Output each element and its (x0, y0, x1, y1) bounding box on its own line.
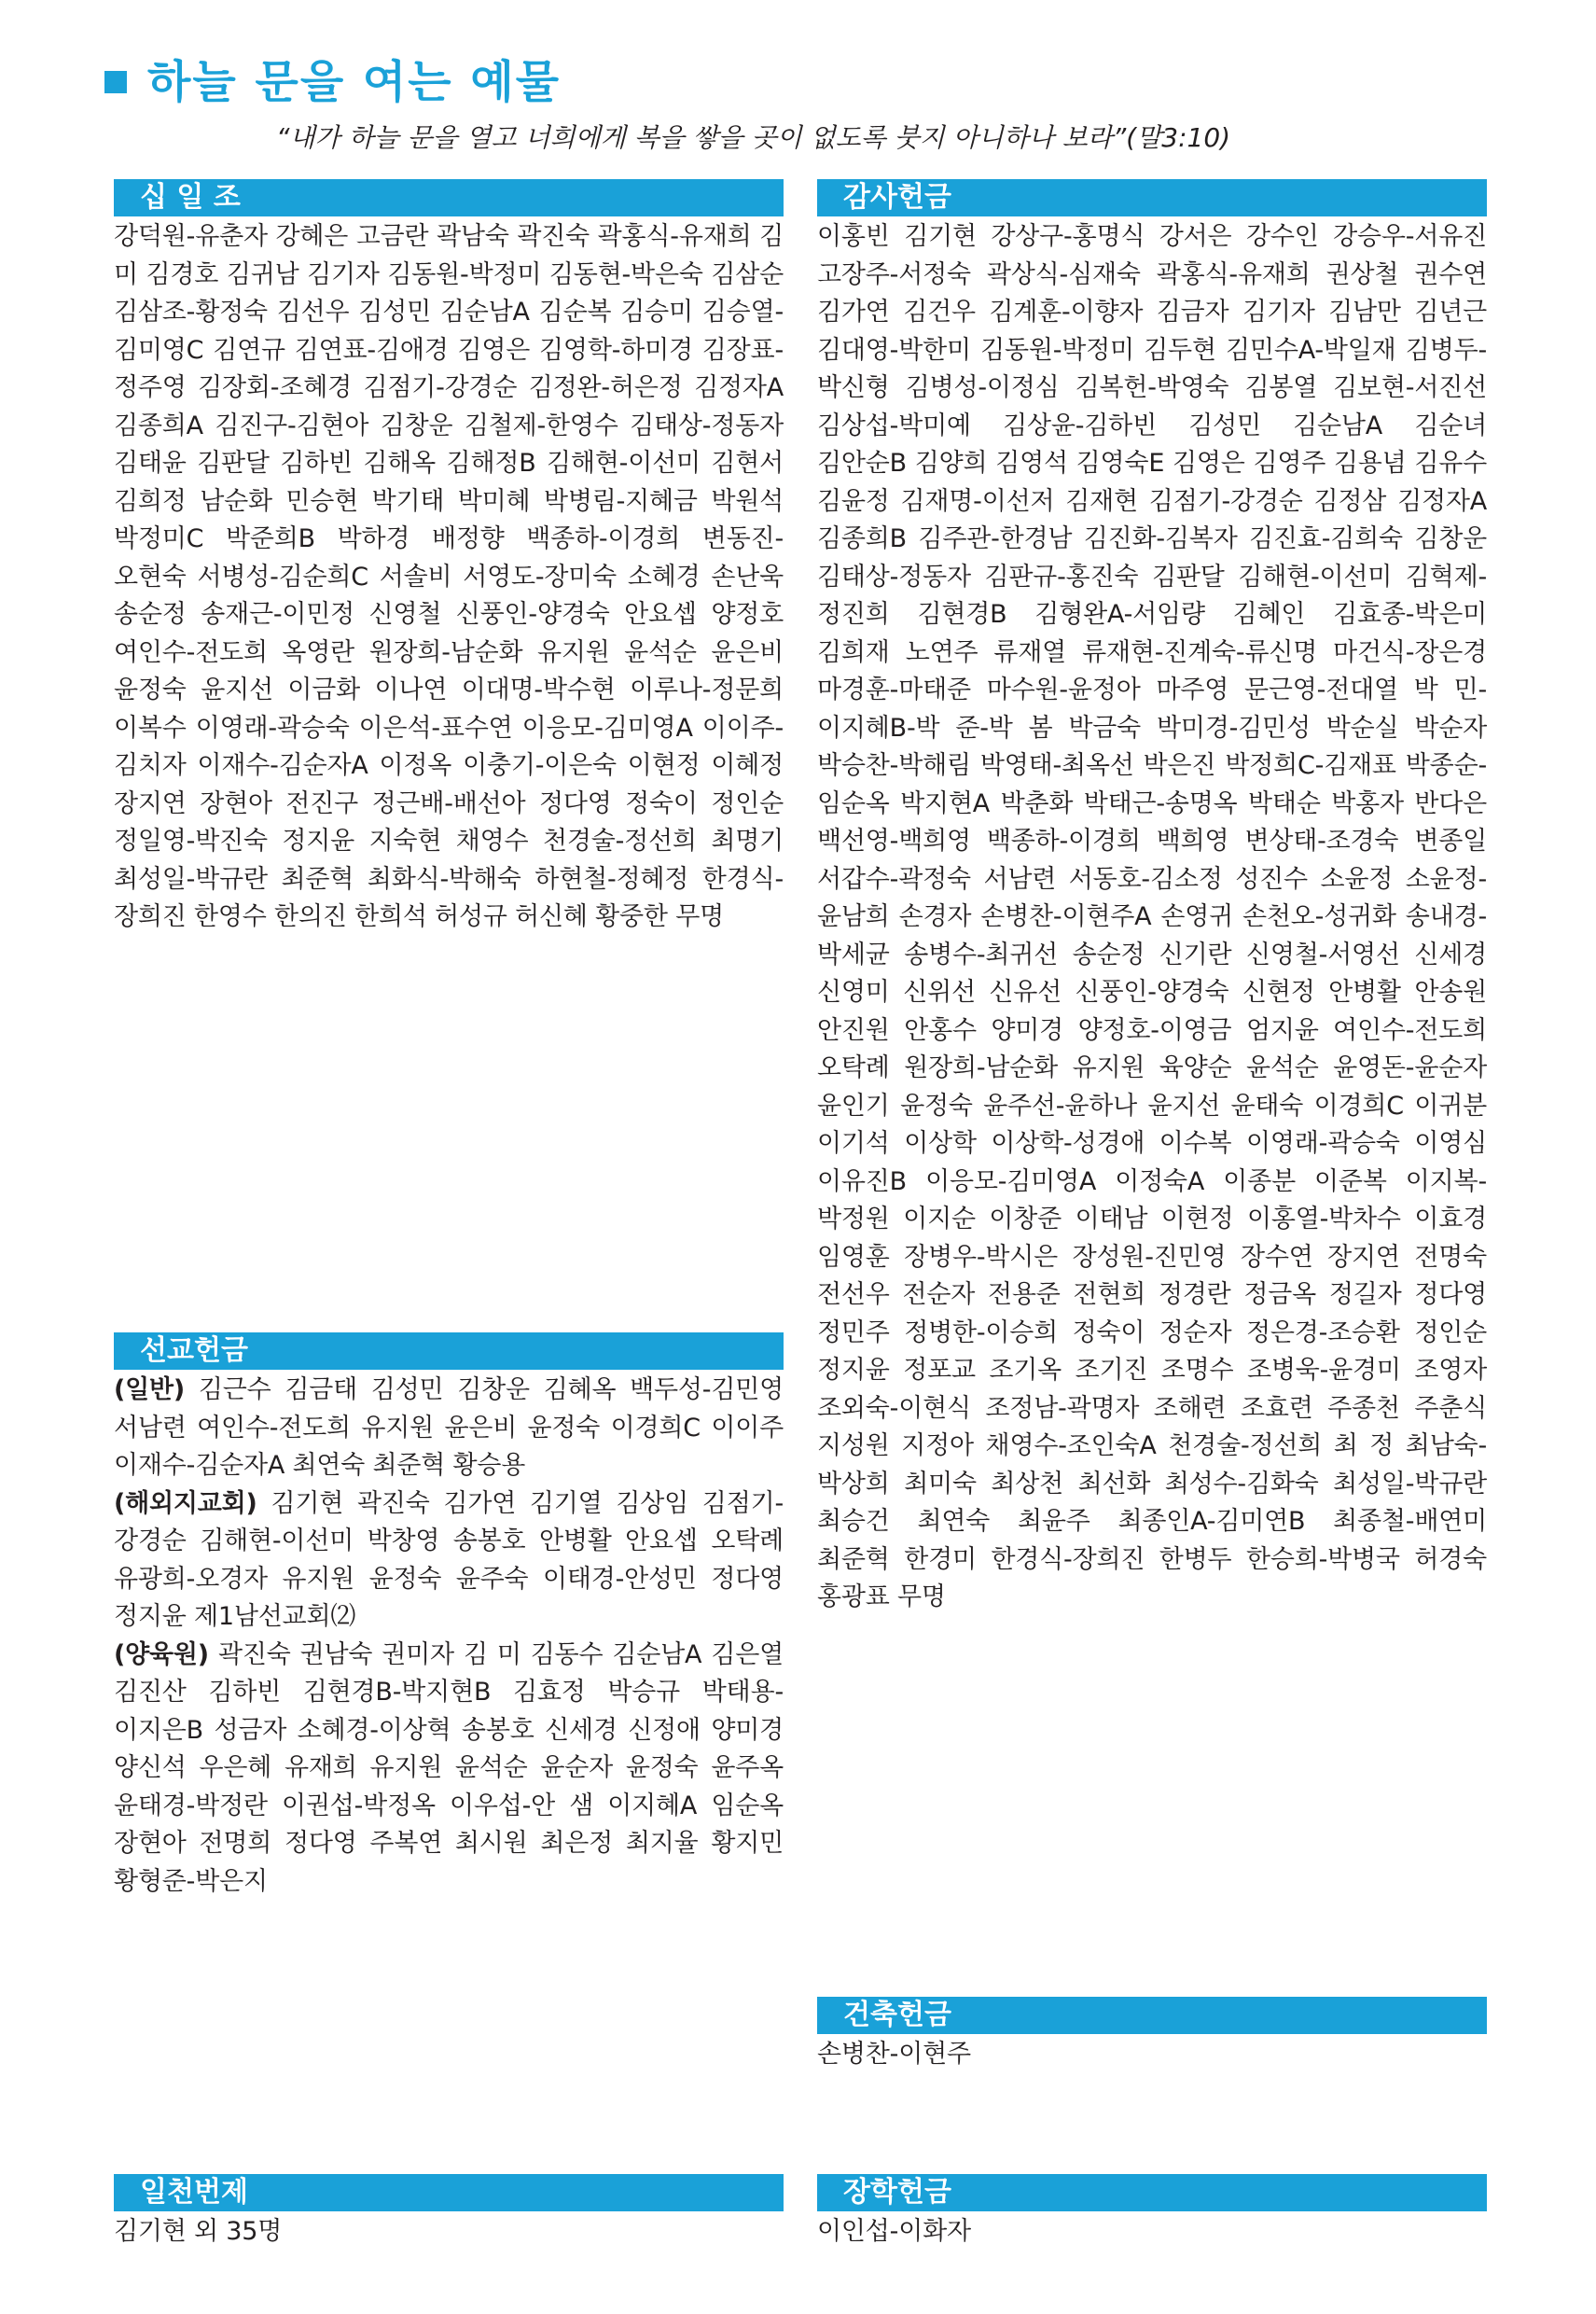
mission-nurture-label: (양육원) (114, 1639, 209, 1669)
mission-general (114, 1372, 784, 1485)
bullet-square-icon (104, 71, 127, 93)
section-title-thanks: 감사헌금 (817, 179, 1487, 216)
mission-general-names: 김근수 김금태 김성민 김창운 김혜옥 백두성-김민영 서남련 여인수-전도희 유지원 윤은비 윤정숙 이경희C 이이주 이재수-김순자A 최연숙 최준혁 황승용 (114, 1375, 784, 1480)
tithe-names: 강덕원-유춘자 강혜은 고금란 곽남숙 곽진숙 곽홍식-유재희 김 미 김경호 김귀남 김기자 김동원-박정미 김동현-박은숙 김삼순 김삼조-황정숙 김선우 김성민 김순남A 김순복 김승미 김승열-김미영C 김연규 김연표-김애경 김영은 김영학-하미경 김장표-정주영 김장회-조혜경 김점기-강경순 김정완-허은정 김정자A 김종희A 김진구-김현아 김창운 김철제-한영수 김태상-정동자 김태윤 김판달 김하빈 김해옥 김해정B 김해현-이선미 김현서 김희정 남순화 민승현 박기태 박미혜 박병림-지혜금 박원석 박정미C 박준희B 박하경 배정향 백종하-이경희 변동진-오현숙 서병성-김순희C 서솔비 서영도-장미숙 소혜경 손난욱 송순정 송재근-이민정 신영철 신풍인-양경숙 안요셉 양정호 여인수-전도희 옥영란 원장희-남순화 유지원 윤석순 윤은비 윤정숙 윤지선 이금화 이나연 이대명-박수현 이루나-정문희 이복수 이영래-곽승숙 이은석-표수연 이응모-김미영A 이이주-김치자 이재수-김순자A 이정옥 이충기-이은숙 이현정 이혜정 장지연 장현아 전진구 정근배-배선아 정다영 정숙이 정인순 정일영-박진숙 정지윤 지숙현 채영수 천경술-정선희 최명기 최성일-박규란 최준혁 최화식-박해숙 하현철-정혜정 한경식-장희진 한영수 한의진 한희석 허성규 허신혜 황중한 무명 (114, 222, 784, 931)
page-title: 하늘 문을 여는 예물 (147, 56, 562, 108)
building-names: 손병찬-이현주 (817, 2040, 971, 2069)
first-fruit-names: 김기현 외 35명 (114, 2217, 283, 2246)
section-mission (114, 1332, 784, 1901)
mission-overseas-names: 김기현 곽진숙 김가연 김기열 김상임 김점기-강경순 김해현-이선미 박창영 송봉호 안병활 안요셉 오탁례 유광희-오경자 유지원 윤정숙 윤주숙 이태경-안성민 정다영 정지윤 제1남선교회⑵ (114, 1488, 784, 1631)
section-building (817, 1997, 1487, 2074)
mission-nurture (114, 1637, 784, 1902)
mission-body (114, 1370, 784, 1901)
thanks-names: 이홍빈 김기현 강상구-홍명식 강서은 강수인 강승우-서유진 고장주-서정숙 곽상식-심재숙 곽홍식-유재희 권상철 권수연 김가연 김건우 김계훈-이향자 김금자 김기자 김남만 김년근 김대영-박한미 김동원-박정미 김두현 김민수A-박일재 김병두-박신형 김병성-이정심 김복헌-박영숙 김봉열 김보현-서진선 김상섭-박미예 김상윤-김하빈 김성민 김순남A 김순녀 김안순B 김양희 김영석 김영숙E 김영은 김영주 김용념 김유수 김윤정 김재명-이선저 김재현 김점기-강경순 김정삼 김정자A 김종희B 김주관-한경남 김진화-김복자 김진효-김희숙 김창운 김태상-정동자 김판규-홍진숙 김판달 김해현-이선미 김혁제-정진희 김현경B 김형완A-서임량 김혜인 김효종-박은미 김희재 노연주 류재열 류재현-진계숙-류신명 마건식-장은경 마경훈-마태준 마수원-윤정아 마주영 문근영-전대열 박 민-이지혜B-박 준-박 봄 박금숙 박미경-김민성 박순실 박순자 박승찬-박해림 박영태-최옥선 박은진 박정희C-김재표 박종순-임순옥 박지현A 박춘화 박태근-송명옥 박태순 박홍자 반다은 백선영-백희영 백종하-이경희 백희영 변상태-조경숙 변종일 서갑수-곽정숙 서남련 서동호-김소정 성진수 소윤정 소윤정-윤남희 손경자 손병찬-이현주A 손영귀 손천오-성귀화 송내경-박세균 송병수-최귀선 송순정 신기란 신영철-서영선 신세경 신영미 신위선 신유선 신풍인-양경숙 신현정 안병활 안송원 안진원 안홍수 양미경 양정호-이영금 엄지윤 여인수-전도희 오탁례 원장희-남순화 유지원 육양순 윤석순 윤영돈-윤순자 윤인기 윤정숙 윤주선-윤하나 윤지선 윤태숙 이경희C 이귀분 이기석 이상학 이상학-성경애 이수복 이영래-곽승숙 이영심 이유진B 이응모-김미영A 이정숙A 이종분 이준복 이지복-박정원 이지순 이창준 이태남 이현정 이홍열-박차수 이효경 임영훈 장병우-박시은 장성원-진민영 장수연 장지연 전명숙 전선우 전순자 전용준 전현희 정경란 정금옥 정길자 정다영 정민주 정병한-이승희 정숙이 정순자 정은경-조승환 정인순 정지윤 정포교 조기옥 조기진 조명수 조병욱-윤경미 조영자 조외숙-이현식 조정남-곽명자 조해련 조효련 주종천 주춘식 지성원 지정아 채영수-조인숙A 천경술-정선희 최 정 최남숙-박상희 최미숙 최상천 최선화 최성수-김화숙 최성일-박규란 최승건 최연숙 최윤주 최종인A-김미연B 최종철-배연미 최준혁 한경미 한경식-장희진 한병두 한승희-박병국 허경숙 홍광표 무명 (817, 222, 1487, 1611)
mission-nurture-names: 곽진숙 권남숙 권미자 김 미 김동수 김순남A 김은열 김진산 김하빈 김현경B-박지현B 김효정 박승규 박태용-이지은B 성금자 소혜경-이상혁 송봉호 신세경 신정애 양미경 양신석 우은혜 유재희 유지원 윤석순 윤순자 윤정숙 윤주옥 윤태경-박정란 이권섭-박정옥 이우섭-안 샘 이지혜A 임순옥 장현아 전명희 정다영 주복연 최시원 최은정 최지율 황지민 황형준-박은지 (114, 1639, 784, 1896)
title-row (104, 52, 1522, 112)
mission-overseas (114, 1485, 784, 1637)
section-title-mission: 선교헌금 (114, 1332, 784, 1370)
section-first-fruit (114, 2174, 784, 2251)
section-title-scholarship: 장학헌금 (817, 2174, 1487, 2211)
bible-verse: “내가 하늘 문을 열고 너희에게 복을 쌓을 곳이 없도록 붓지 아니하나 보라”(말3:10) (276, 122, 1231, 153)
section-tithe (114, 179, 784, 937)
scholarship-names: 이인섭-이화자 (817, 2217, 971, 2246)
section-scholarship (817, 2174, 1487, 2251)
section-title-first-fruit: 일천번제 (114, 2174, 784, 2211)
page-header (104, 52, 1522, 112)
section-thanks (817, 179, 1487, 1617)
mission-general-label: (일반) (114, 1375, 186, 1404)
mission-overseas-label: (해외지교회) (114, 1488, 257, 1518)
section-title-building: 건축헌금 (817, 1997, 1487, 2034)
section-title-tithe: 십 일 조 (114, 179, 784, 216)
